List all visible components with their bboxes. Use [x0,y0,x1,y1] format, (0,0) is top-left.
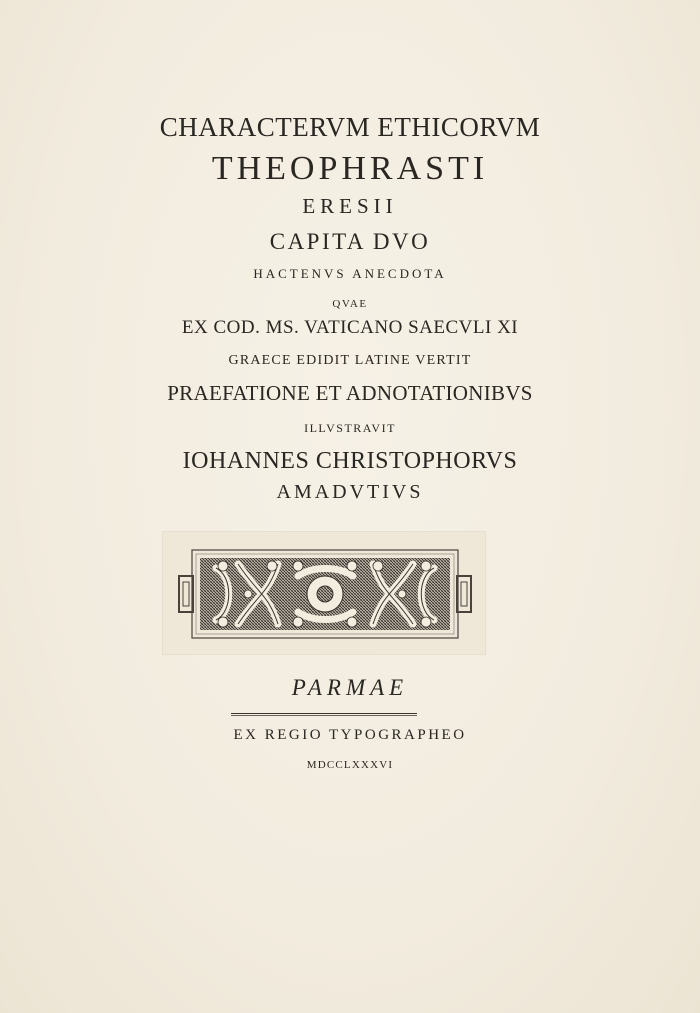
title-line-5: HACTENVS ANECDOTA [253,266,447,281]
title-line-10: ILLVSTRAVIT [304,421,396,435]
engraved-interlace-ornament-icon [178,546,472,642]
imprint-year: MDCCLXXXVI [306,759,394,771]
imprint-place: PARMAE [291,675,409,700]
title-line-6: QVAE [332,298,368,310]
imprint-printer: EX REGIO TYPOGRAPHEO [233,727,467,743]
title-line-1: CHARACTERVM ETHICORVM [159,112,541,142]
title-line-8: GRAECE EDIDIT LATINE VERTIT [228,353,472,368]
editor-name: IOHANNES CHRISTOPHORVS [182,448,518,474]
author-origin: ERESII [302,194,398,218]
title-line-4: CAPITA DVO [269,229,431,254]
editor-surname: AMADVTIVS [276,481,424,503]
title-line-9: PRAEFATIONE ET ADNOTATIONIBVS [167,381,533,405]
author-name: THEOPHRASTI [211,150,489,187]
title-line-7: EX COD. MS. VATICANO SAECVLI XI [181,317,519,338]
imprint-rule [231,713,417,716]
